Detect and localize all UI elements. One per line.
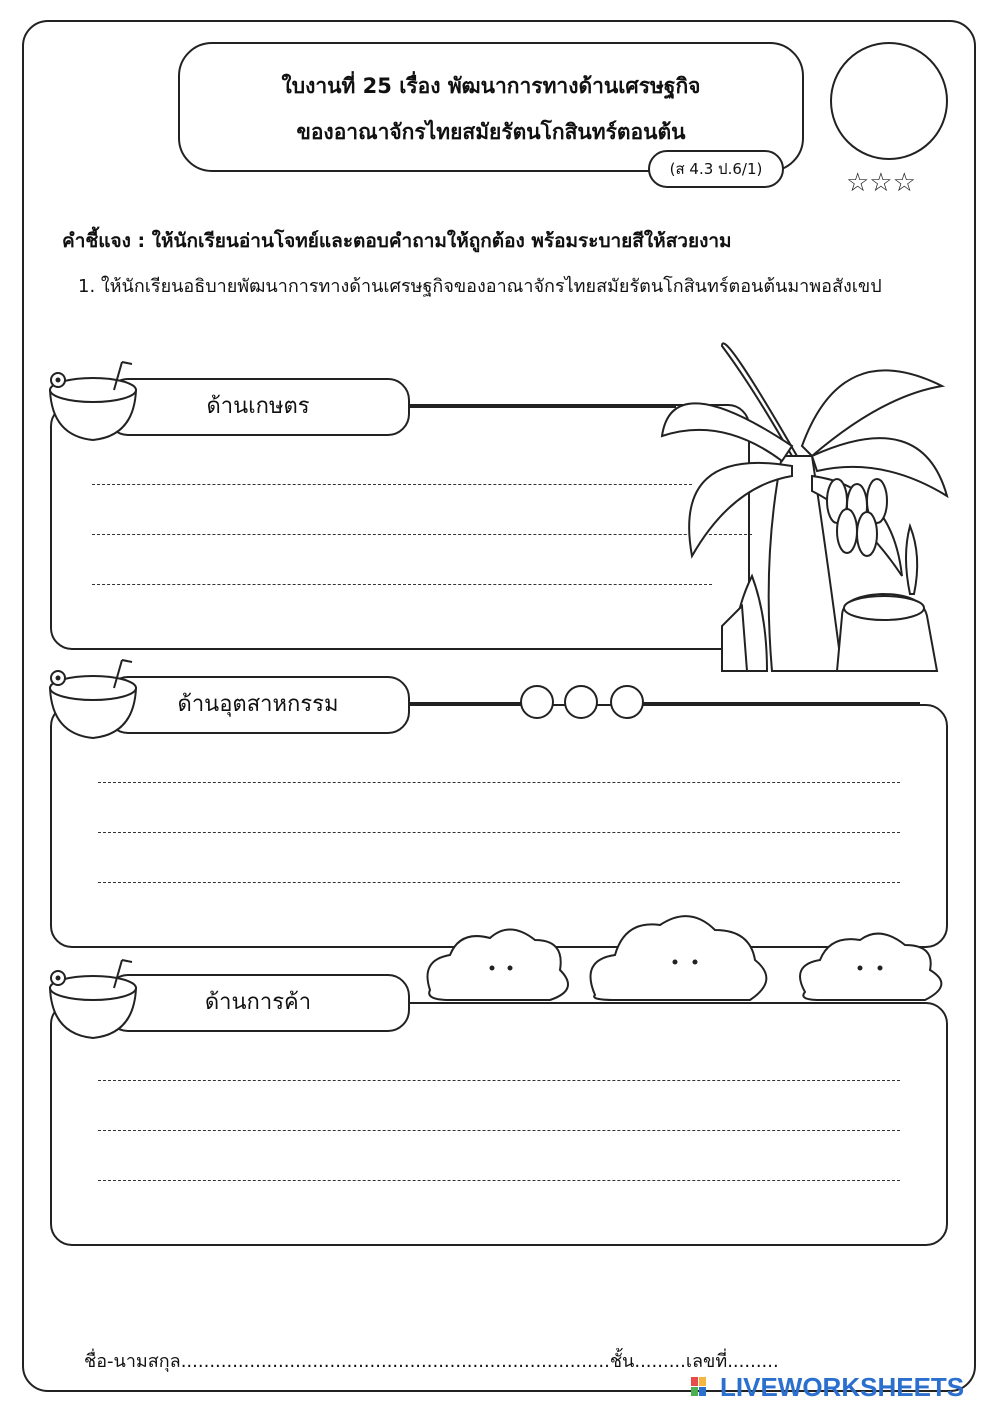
- trade-answer-input-3[interactable]: [98, 1158, 902, 1182]
- agriculture-answer-input-2[interactable]: [92, 512, 686, 536]
- ring-ornament-icon: [610, 685, 644, 719]
- ring-ornament-icon: [564, 685, 598, 719]
- curriculum-code: (ส 4.3 ป.6/1): [648, 150, 784, 188]
- coconut-drink-icon: [38, 356, 148, 446]
- smiling-clouds-icon: [420, 900, 960, 1024]
- section-label-agriculture: ด้านเกษตร: [106, 378, 410, 436]
- name-class-number-field[interactable]: ชื่อ-นามสกุล...........................................................................ชั้น.........เลขที่.........: [84, 1351, 779, 1372]
- liveworksheets-brand: [690, 1372, 964, 1403]
- industry-answer-input-3[interactable]: [98, 860, 902, 884]
- divider-line: [406, 406, 676, 408]
- trade-answer-input-1[interactable]: [98, 1058, 902, 1082]
- question-text: 1. ให้นักเรียนอธิบายพัฒนาการทางด้านเศรษฐกิจของอาณาจักรไทยสมัยรัตนโกสินทร์ตอนต้นมาพอสังเขป: [78, 276, 882, 297]
- industry-answer-input-1[interactable]: [98, 760, 902, 784]
- coconut-drink-icon: [38, 954, 148, 1044]
- worksheet-title-line-2: ของอาณาจักรไทยสมัยรัตนโกสินทร์ตอนต้น: [296, 120, 686, 144]
- ring-ornament-icon: [520, 685, 554, 719]
- section-label-industry: ด้านอุตสาหกรรม: [106, 676, 410, 734]
- trade-answer-input-2[interactable]: [98, 1108, 902, 1132]
- rating-stars-icon: ☆☆☆: [846, 168, 916, 198]
- instruction-text: คำชี้แจง : ให้นักเรียนอ่านโจทย์และตอบคำถามให้ถูกต้อง พร้อมระบายสีให้สวยงาม: [62, 230, 732, 252]
- score-circle[interactable]: [830, 42, 948, 160]
- brand-text: LIVEWORKSHEETS: [720, 1372, 965, 1402]
- section-label-trade: ด้านการค้า: [106, 974, 410, 1032]
- divider-line: [640, 702, 920, 704]
- banana-tree-illustration-icon: [652, 326, 962, 680]
- worksheet-title-line-1: ใบงานที่ 25 เรื่อง พัฒนาการทางด้านเศรษฐกิจ: [281, 74, 701, 98]
- agriculture-answer-input-1[interactable]: [92, 462, 686, 486]
- coconut-drink-icon: [38, 654, 148, 744]
- industry-answer-input-2[interactable]: [98, 810, 902, 834]
- agriculture-answer-input-3[interactable]: [92, 562, 686, 586]
- liveworksheets-logo-icon: [690, 1375, 716, 1399]
- divider-line: [406, 702, 526, 704]
